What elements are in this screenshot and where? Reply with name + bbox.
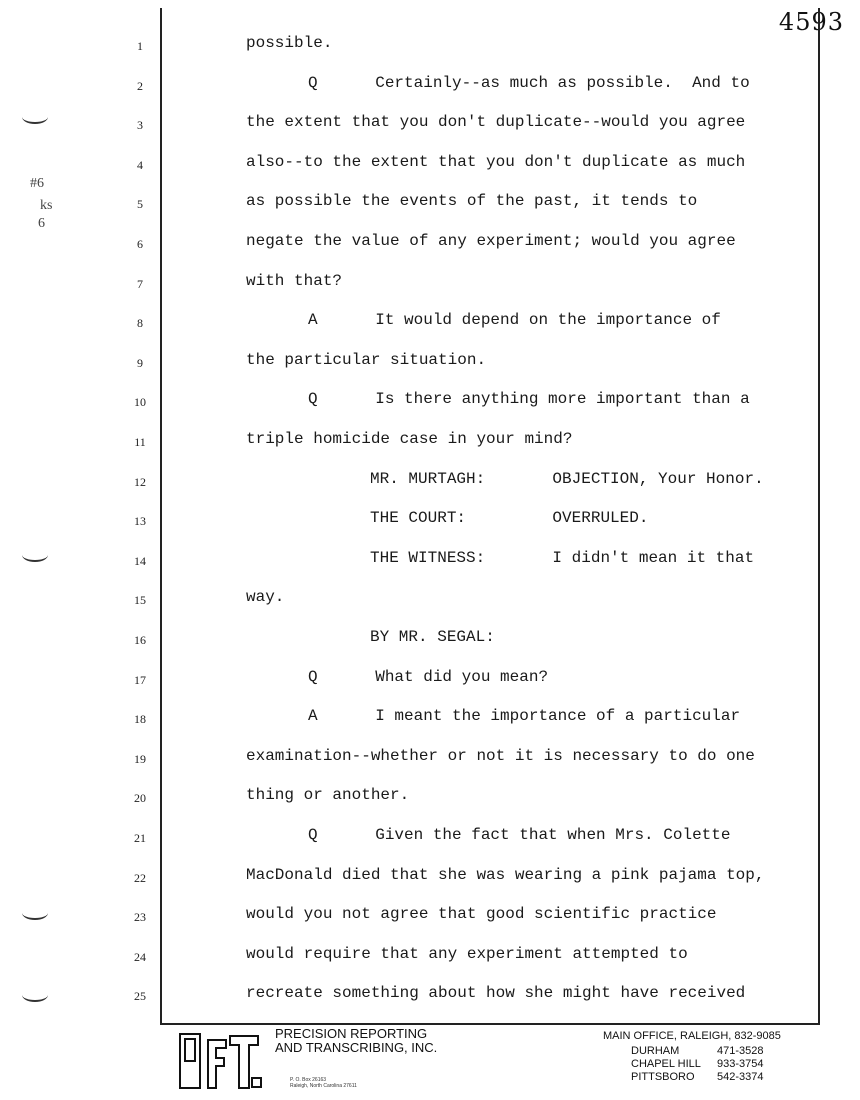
line-number: 19 <box>134 752 146 766</box>
line-number: 2 <box>137 79 143 93</box>
line-number: 11 <box>134 435 146 449</box>
company-name <box>275 1027 437 1055</box>
transcript-line: negate the value of any experiment; would you agree <box>246 232 736 250</box>
office-phone: 933-3754 <box>717 1058 764 1070</box>
line-number: 23 <box>134 910 146 924</box>
address-line-2: Raleigh, North Carolina 27611 <box>290 1083 357 1089</box>
transcript-line: examination--whether or not it is necessary to do one <box>246 747 755 765</box>
line-number: 9 <box>137 356 143 370</box>
page-number: 4593 <box>778 8 844 36</box>
transcript-line: possible. <box>246 34 333 52</box>
company-address <box>290 1077 357 1089</box>
transcript-line: Q What did you mean? <box>308 668 549 686</box>
transcript-line: recreate something about how she might have received <box>246 984 746 1002</box>
transcript-line: as possible the events of the past, it tends to <box>246 192 698 210</box>
line-number: 16 <box>134 633 146 647</box>
margin-curve-mark <box>22 988 48 1002</box>
transcript-line: THE COURT: OVERRULED. <box>370 509 649 527</box>
transcript-line: Q Is there anything more important than a <box>308 390 750 408</box>
office-phone: 471-3528 <box>717 1045 764 1057</box>
margin-mark-3: 6 <box>38 216 45 231</box>
office-row <box>631 1071 781 1084</box>
office-city: DURHAM <box>631 1045 680 1057</box>
line-number: 6 <box>137 237 143 251</box>
line-number: 21 <box>134 831 146 845</box>
transcript-line: triple homicide case in your mind? <box>246 430 573 448</box>
margin-curve-mark <box>22 906 48 920</box>
line-number: 1 <box>137 39 143 53</box>
office-contacts <box>603 1030 781 1084</box>
company-name-line-1: PRECISION REPORTING <box>275 1026 428 1041</box>
line-number: 10 <box>134 395 146 409</box>
line-number: 24 <box>134 950 146 964</box>
reporting-company-logo <box>178 1030 262 1092</box>
line-number: 3 <box>137 118 143 132</box>
office-city: CHAPEL HILL <box>631 1058 701 1070</box>
transcript-line: with that? <box>246 272 343 290</box>
transcript-line: A It would depend on the importance of <box>308 311 721 329</box>
line-number: 7 <box>137 277 143 291</box>
line-number: 13 <box>134 514 146 528</box>
transcript-line: BY MR. SEGAL: <box>370 628 495 646</box>
office-phone: 542-3374 <box>717 1071 764 1083</box>
line-number: 12 <box>134 475 146 489</box>
line-number: 22 <box>134 871 146 885</box>
line-number: 8 <box>137 316 143 330</box>
margin-mark-2: ks <box>40 198 53 213</box>
transcript-line: the particular situation. <box>246 351 487 369</box>
line-number: 25 <box>134 989 146 1003</box>
line-number: 15 <box>134 593 146 607</box>
line-number: 4 <box>137 158 143 172</box>
margin-curve-mark <box>22 548 48 562</box>
line-number: 14 <box>134 554 146 568</box>
company-name-line-2: AND TRANSCRIBING, INC. <box>275 1040 438 1055</box>
line-number: 5 <box>137 197 143 211</box>
office-row <box>631 1058 781 1071</box>
line-number: 18 <box>134 712 146 726</box>
transcript-line: would you not agree that good scientific practice <box>246 905 717 923</box>
main-office: MAIN OFFICE, RALEIGH, 832-9085 <box>603 1030 781 1042</box>
transcript-line: A I meant the importance of a particular <box>308 707 741 725</box>
transcript-line: MacDonald died that she was wearing a pink pajama top, <box>246 866 765 884</box>
office-city: PITTSBORO <box>631 1071 695 1083</box>
transcript-line: way. <box>246 588 285 606</box>
line-number: 17 <box>134 673 146 687</box>
transcript-line: thing or another. <box>246 786 410 804</box>
transcript-line: also--to the extent that you don't duplicate as much <box>246 153 746 171</box>
transcript-line: the extent that you don't duplicate--would you agree <box>246 113 746 131</box>
transcript-line: would require that any experiment attempted to <box>246 945 688 963</box>
transcript-line: MR. MURTAGH: OBJECTION, Your Honor. <box>370 470 764 488</box>
address-line-1: P. O. Box 26163 <box>290 1077 327 1083</box>
margin-curve-mark <box>22 110 48 124</box>
transcript-line: THE WITNESS: I didn't mean it that <box>370 549 755 567</box>
margin-mark-1: #6 <box>30 176 44 191</box>
transcript-line: Q Given the fact that when Mrs. Colette <box>308 826 731 844</box>
office-row <box>631 1045 781 1058</box>
line-number: 20 <box>134 791 146 805</box>
transcript-line: Q Certainly--as much as possible. And to <box>308 74 750 92</box>
